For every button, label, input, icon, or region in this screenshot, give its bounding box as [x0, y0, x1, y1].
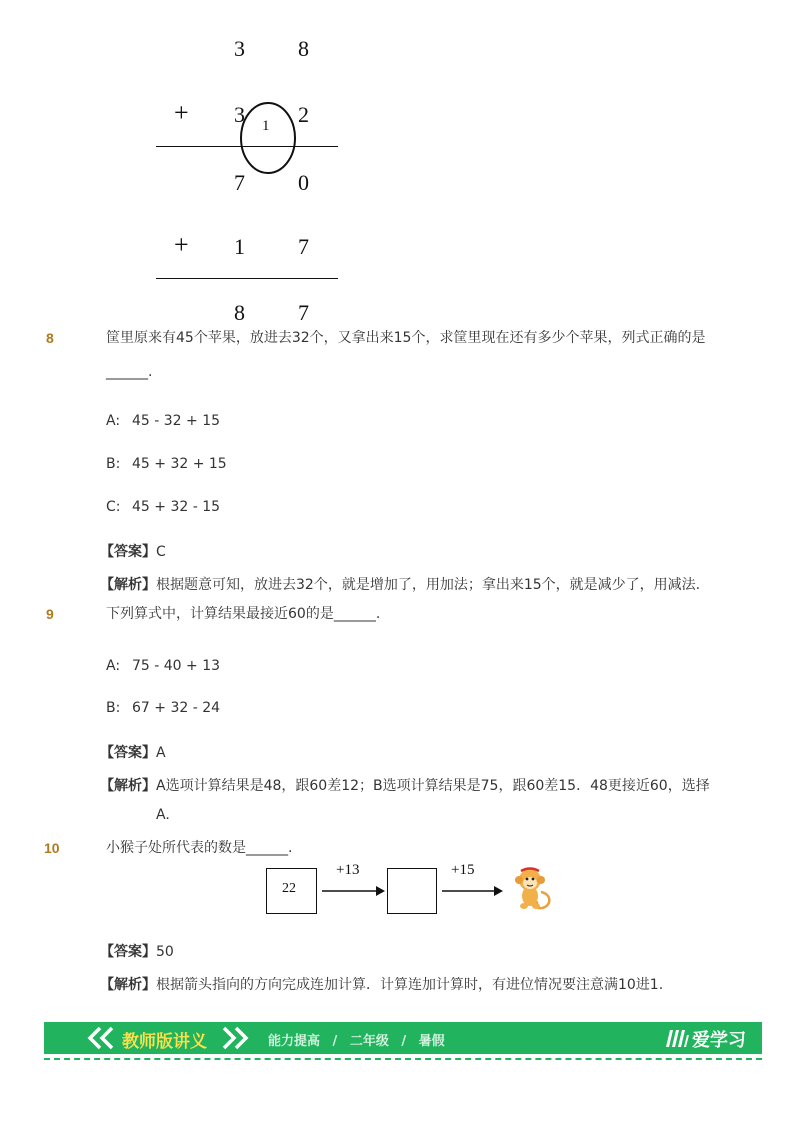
double-chevron-left-icon	[84, 1026, 120, 1050]
breadcrumb-item: 能力提高	[268, 1034, 321, 1049]
digit: 3	[234, 36, 245, 61]
answer-blank: ______.	[106, 364, 153, 380]
carry-digit: 1	[262, 118, 270, 134]
start-number-box	[266, 868, 317, 914]
answer-tag: 【答案】	[100, 544, 156, 560]
breadcrumb-item: 暑假	[418, 1034, 445, 1049]
answer-value: 50	[156, 944, 174, 960]
analysis-text: 根据题意可知，放进去32个，就是增加了，用加法；拿出来15个，就是减少了，用减法.	[156, 577, 701, 593]
question-text: 下列算式中，计算结果最接近60的是______.	[106, 606, 381, 622]
breadcrumb-item: 二年级	[349, 1034, 389, 1049]
option-text: 45 - 32 + 15	[132, 413, 221, 429]
edition-title: 教师版讲义	[122, 1032, 207, 1052]
brand-name: 爱学习	[692, 1030, 746, 1051]
digit: 3	[234, 102, 245, 127]
option-label: A:	[106, 658, 121, 674]
digit: 8	[298, 36, 309, 61]
breadcrumb	[268, 1030, 445, 1049]
right-arrow-icon	[442, 884, 504, 898]
answer-value: C	[156, 544, 166, 560]
option-text: 75 - 40 + 13	[132, 658, 221, 674]
option-label: B:	[106, 700, 121, 716]
question-text: 小猴子处所代表的数是______.	[106, 840, 293, 856]
option-text: 67 + 32 - 24	[132, 700, 221, 716]
blank-number-box	[387, 868, 437, 914]
arrow-label: +13	[336, 862, 360, 878]
plus-sign: +	[174, 230, 189, 259]
option-label: C:	[106, 499, 121, 515]
option-a[interactable]	[106, 413, 220, 429]
footer-bar	[44, 1022, 762, 1054]
answer-tag: 【答案】	[100, 944, 156, 960]
breadcrumb-separator: /	[332, 1034, 338, 1049]
answer-tag: 【答案】	[100, 745, 156, 761]
question-number: 10	[44, 840, 60, 856]
footer-dashed-line	[44, 1058, 762, 1060]
analysis-continuation: A.	[156, 807, 170, 823]
question-number: 9	[46, 606, 54, 622]
breadcrumb-separator: /	[401, 1034, 407, 1049]
analysis-line	[100, 574, 700, 594]
box-value: 22	[282, 881, 296, 896]
arrow-label: +15	[451, 862, 475, 878]
digit: 2	[298, 102, 309, 127]
analysis-tag: 【解析】	[100, 778, 156, 794]
analysis-line	[100, 775, 710, 795]
plus-sign: +	[174, 98, 189, 127]
answer-line	[100, 541, 166, 561]
digit: 8	[234, 300, 245, 325]
option-b[interactable]	[106, 456, 227, 472]
question-number: 8	[46, 330, 54, 346]
analysis-tag: 【解析】	[100, 577, 156, 593]
analysis-tag: 【解析】	[100, 977, 156, 993]
analysis-line	[100, 974, 663, 994]
question-text: 筐里原来有45个苹果，放进去32个，又拿出来15个，求筐里现在还有多少个苹果，列式正确的是	[106, 330, 706, 346]
digit: 7	[298, 300, 309, 325]
option-text: 45 + 32 + 15	[132, 456, 227, 472]
digit: 7	[298, 234, 309, 259]
answer-value: A	[156, 745, 166, 761]
option-label: A:	[106, 413, 121, 429]
right-arrow-icon	[322, 884, 386, 898]
double-chevron-right-icon	[216, 1026, 252, 1050]
digit: 7	[234, 170, 245, 195]
option-a[interactable]	[106, 658, 220, 674]
option-label: B:	[106, 456, 121, 472]
sum-line	[156, 278, 338, 279]
digit: 1	[234, 234, 245, 259]
carry-circle	[238, 100, 298, 176]
monkey-icon	[508, 864, 554, 912]
answer-line	[100, 941, 174, 961]
option-b[interactable]	[106, 700, 220, 716]
sum-line	[156, 146, 338, 147]
answer-line	[100, 742, 166, 762]
brand-logo-icon	[664, 1027, 690, 1049]
digit: 0	[298, 170, 309, 195]
option-text: 45 + 32 - 15	[132, 499, 221, 515]
option-c[interactable]	[106, 499, 220, 515]
analysis-text: 根据箭头指向的方向完成连加计算．计算连加计算时，有进位情况要注意满10进1.	[156, 977, 664, 993]
analysis-text: A选项计算结果是48，跟60差12；B选项计算结果是75，跟60差15．48更接近60，选择	[156, 778, 710, 794]
